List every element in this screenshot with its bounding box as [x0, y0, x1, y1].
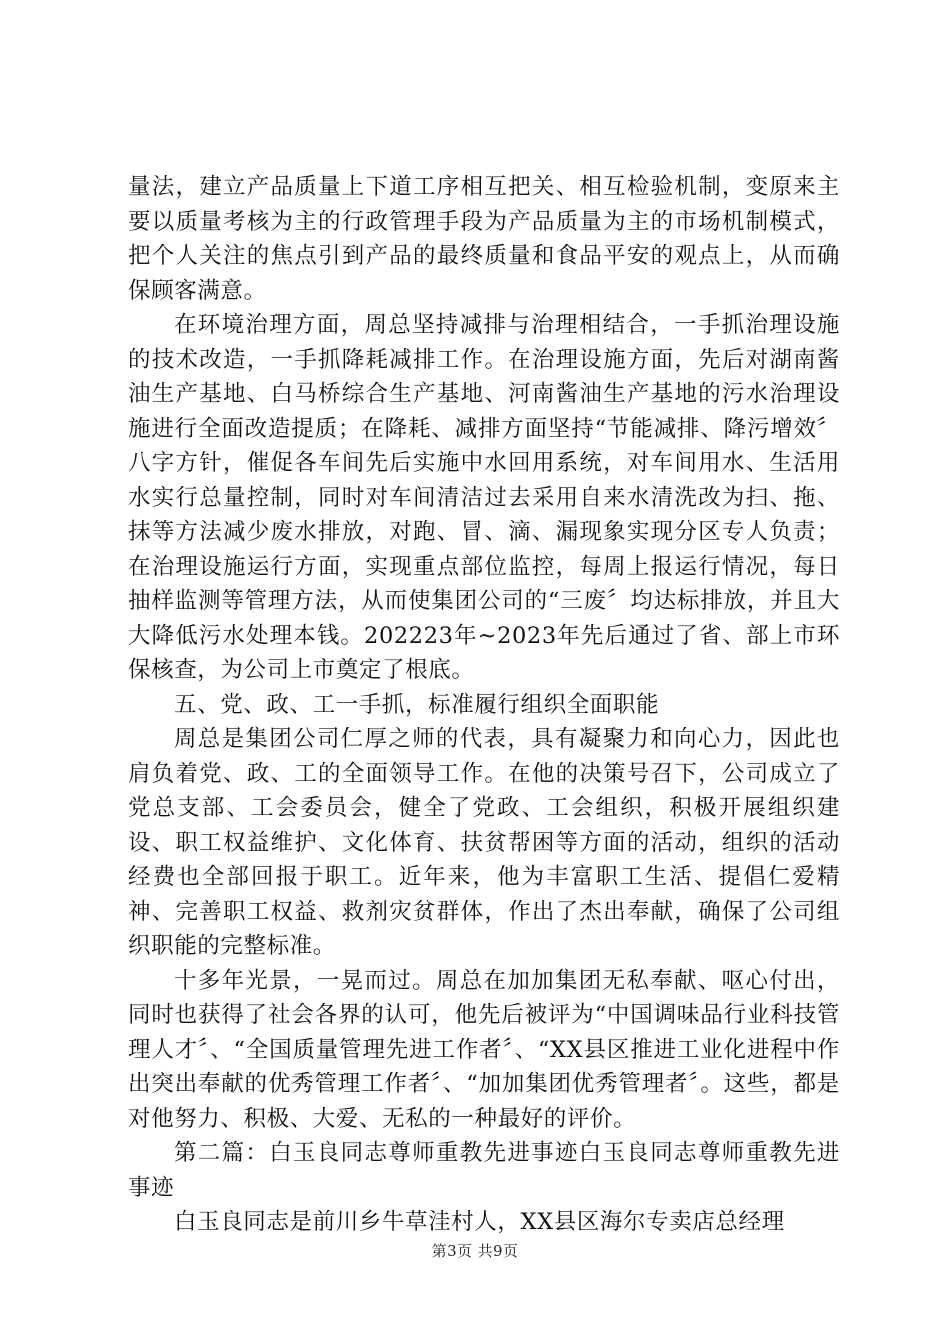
page-number-footer: 第3页 共9页	[431, 1242, 519, 1260]
chapter-heading-2: 第二篇：白玉良同志尊师重教先进事迹白玉良同志尊师重教先进事迹	[128, 1140, 840, 1201]
paragraph-2: 在环境治理方面，周总坚持减排与治理相结合，一手抓治理设施的技术改造，一手抓降耗减排工作。在治理设施方面，先后对湖南酱油生产基地、白马桥综合生产基地、河南酱油生产基地的污水治理设施进行全面改造提质；在降耗、减排方面坚持“节能减排、降污增效〞八字方针，催促各车间先后实施中水回用系统，对车间用水、生活用水实行总量控制，同时对车间清洁过去采用自来水清洗改为扫、拖、抹等方法减少废水排放，对跑、冒、滴、漏现象实现分区专人负责；在治理设施运行方面，实现重点部位监控，每周上报运行情况，每日抽样监测等管理方法，从而使集团公司的“三废〞均达标排放，并且大大降低污水处理本钱。202223年~2023年先后通过了省、部上市环保核查，为公司上市奠定了根底。	[128, 312, 840, 683]
document-body	[128, 170, 840, 1240]
paragraph-3: 周总是集团公司仁厚之师的代表，具有凝聚力和向心力，因此也肩负着党、政、工的全面领导工作。在他的决策号召下，公司成立了党总支部、工会委员会，健全了党政、工会组织，积极开展组织建设、职工权益维护、文化体育、扶贫帮困等方面的活动，组织的活动经费也全部回报于职工。近年来，他为丰富职工生活、提倡仁爱精神、完善职工权益、救剂灾贫群体，作出了杰出奉献，确保了公司组织职能的完整标准。	[128, 726, 840, 959]
paragraph-1: 量法，建立产品质量上下道工序相互把关、相互检验机制，变原来主要以质量考核为主的行政管理手段为产品质量为主的市场机制模式，把个人关注的焦点引到产品的最终质量和食品平安的观点上，从而确保顾客满意。	[128, 174, 840, 304]
paragraph-4: 十多年光景，一晃而过。周总在加加集团无私奉献、呕心付出，同时也获得了社会各界的认可，他先后被评为“中国调味品行业科技管理人才〞、“全国质量管理先进工作者〞、“XX县区推进工业化进程中作出突出奉献的优秀管理工作者〞、“加加集团优秀管理者〞。这些，都是对他努力、积极、大爱、无私的一种最好的评价。	[128, 967, 840, 1132]
paragraph-5: 白玉良同志是前川乡牛草洼村人，XX县区海尔专卖店总经理	[174, 1209, 785, 1235]
section-heading-5: 五、党、政、工一手抓，标准履行组织全面职能	[174, 691, 660, 718]
